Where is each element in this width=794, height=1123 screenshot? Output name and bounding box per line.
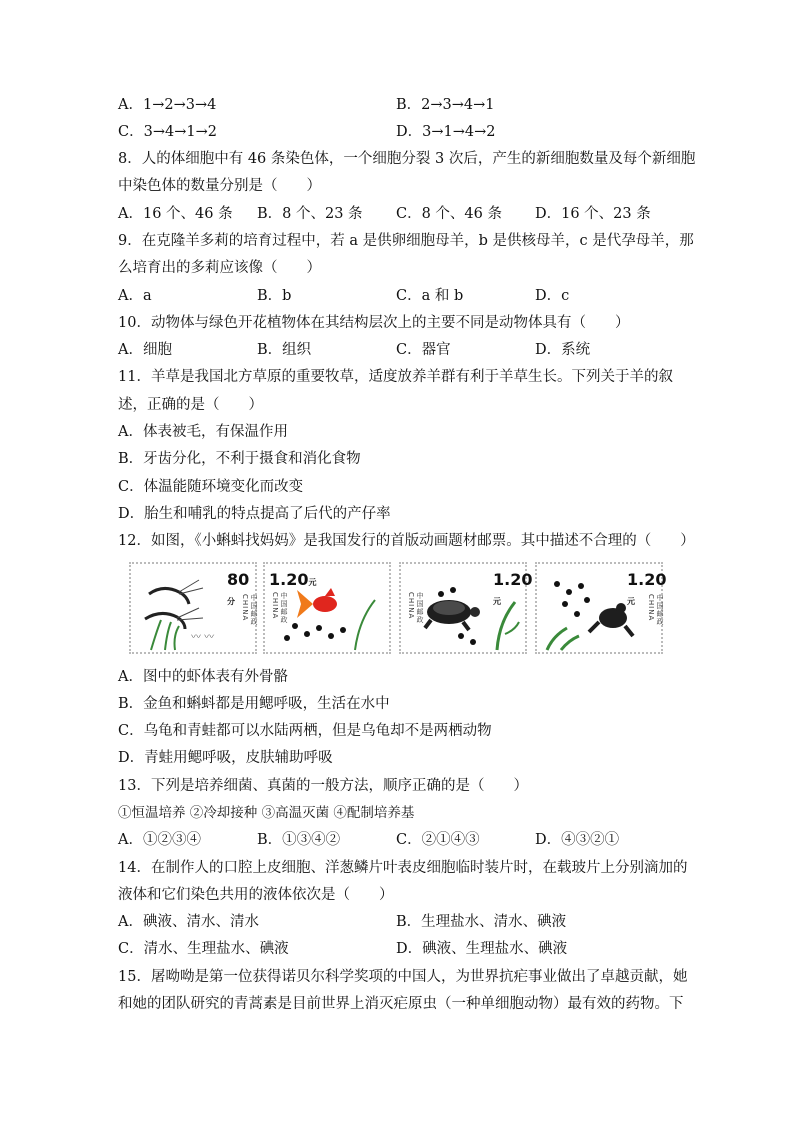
stamp-goldfish [263,562,391,654]
q11-option-b: B．牙齿分化，不利于摄食和消化食物 [118,451,361,467]
stamp-2-value: 1.20元 [269,570,317,589]
q10-stem: 10．动物体与绿色开花植物体在其结构层次上的主要不同是动物体具有（ ） [118,315,630,331]
svg-text:〰 〰: 〰 〰 [191,632,215,643]
stamp-turtle [399,562,533,654]
q11-stem-line2: 述，正确的是（ ） [118,397,263,413]
stamp-4-value: 1.20元 [627,570,667,606]
q12-option-c: C．乌龟和青蛙都可以水陆两栖，但是乌龟却不是两栖动物 [118,723,492,739]
q12-option-a: A．图中的虾体表有外骨骼 [118,669,288,685]
q9-option-d: D．c [535,288,570,304]
q14-option-a: A．碘液、清水、清水 [118,914,259,930]
q8-option-d: D．16 个、23 条 [535,206,651,222]
q9-option-a: A．a [118,288,152,304]
q12-option-b: B．金鱼和蝌蚪都是用鳃呼吸，生活在水中 [118,696,390,712]
q7-option-b: B．2→3→4→1 [396,97,495,113]
stamp-1-value: 80分 [227,570,250,606]
q8-stem-line2: 中染色体的数量分别是（ ） [118,178,321,194]
q15-stem-line1: 15．屠呦呦是第一位获得诺贝尔科学奖项的中国人，为世界抗疟事业做出了卓越贡献，她 [118,969,688,985]
q7-option-d: D．3→1→4→2 [396,124,496,140]
q9-stem-line1: 9．在克隆羊多莉的培育过程中，若 a 是供卵细胞母羊，b 是供核母羊，c 是代孕母羊，那 [118,233,694,249]
q13-option-d: D．④③②① [535,832,620,848]
q14-stem-line1: 14．在制作人的口腔上皮细胞、洋葱鳞片叶表皮细胞临时装片时，在载玻片上分别滴加的 [118,860,688,876]
q14-stem-line2: 液体和它们染色共用的液体依次是（ ） [118,887,394,903]
q11-option-d: D．胎生和哺乳的特点提高了后代的产仔率 [118,506,391,522]
q10-option-b: B．组织 [257,342,312,358]
q8-option-a: A．16 个、46 条 [118,206,233,222]
stamp-strip [129,562,669,656]
stamp-3-value: 1.20元 [493,570,533,606]
q13-option-b: B．①③④② [257,832,341,848]
q12-option-d: D．青蛙用鳃呼吸，皮肤辅助呼吸 [118,750,333,766]
q8-option-b: B．8 个、23 条 [257,206,363,222]
q13-option-c: C．②①④③ [396,832,480,848]
q15-stem-line2: 和她的团队研究的青蒿素是目前世界上消灭疟原虫（一种单细胞动物）最有效的药物。下 [118,996,684,1012]
q7-option-c: C．3→4→1→2 [118,124,217,140]
q11-option-a: A．体表被毛，有保温作用 [118,424,288,440]
q13-stem: 13．下列是培养细菌、真菌的一般方法，顺序正确的是（ ） [118,778,528,794]
stamp-frog [535,562,667,654]
q10-option-a: A．细胞 [118,342,172,358]
q12-stem: 12．如图，《小蝌蚪找妈妈》是我国发行的首版动画题材邮票。其中描述不合理的（ ） [118,533,695,549]
q7-option-a: A．1→2→3→4 [118,97,217,113]
q14-option-d: D．碘液、生理盐水、碘液 [396,941,568,957]
q14-option-b: B．生理盐水、清水、碘液 [396,914,567,930]
q9-option-b: B．b [257,288,292,304]
stamp-2-issuer: 中国邮政 CHINA [271,592,288,624]
q13-option-a: A．①②③④ [118,832,201,848]
q11-stem-line1: 11．羊草是我国北方草原的重要牧草，适度放养羊群有利于羊草生长。下列关于羊的叙 [118,369,673,385]
q13-steps: ①恒温培养 ②冷却接种 ③高温灭菌 ④配制培养基 [118,805,415,821]
q10-option-d: D．系统 [535,342,591,358]
q8-option-c: C．8 个、46 条 [396,206,502,222]
stamp-1-issuer: 中国邮政 CHINA [241,594,258,626]
stamp-shrimp [129,562,257,654]
q9-stem-line2: 么培育出的多莉应该像（ ） [118,260,321,276]
stamp-3-issuer: 中国邮政 CHINA [407,592,424,624]
q8-stem-line1: 8．人的体细胞中有 46 条染色体，一个细胞分裂 3 次后，产生的新细胞数量及每个新细胞 [118,151,696,167]
stamp-4-issuer: 中国邮政 CHINA [647,594,664,626]
q10-option-c: C．器官 [396,342,451,358]
q14-option-c: C．清水、生理盐水、碘液 [118,941,289,957]
q11-option-c: C．体温能随环境变化而改变 [118,479,304,495]
q9-option-c: C．a 和 b [396,288,464,304]
